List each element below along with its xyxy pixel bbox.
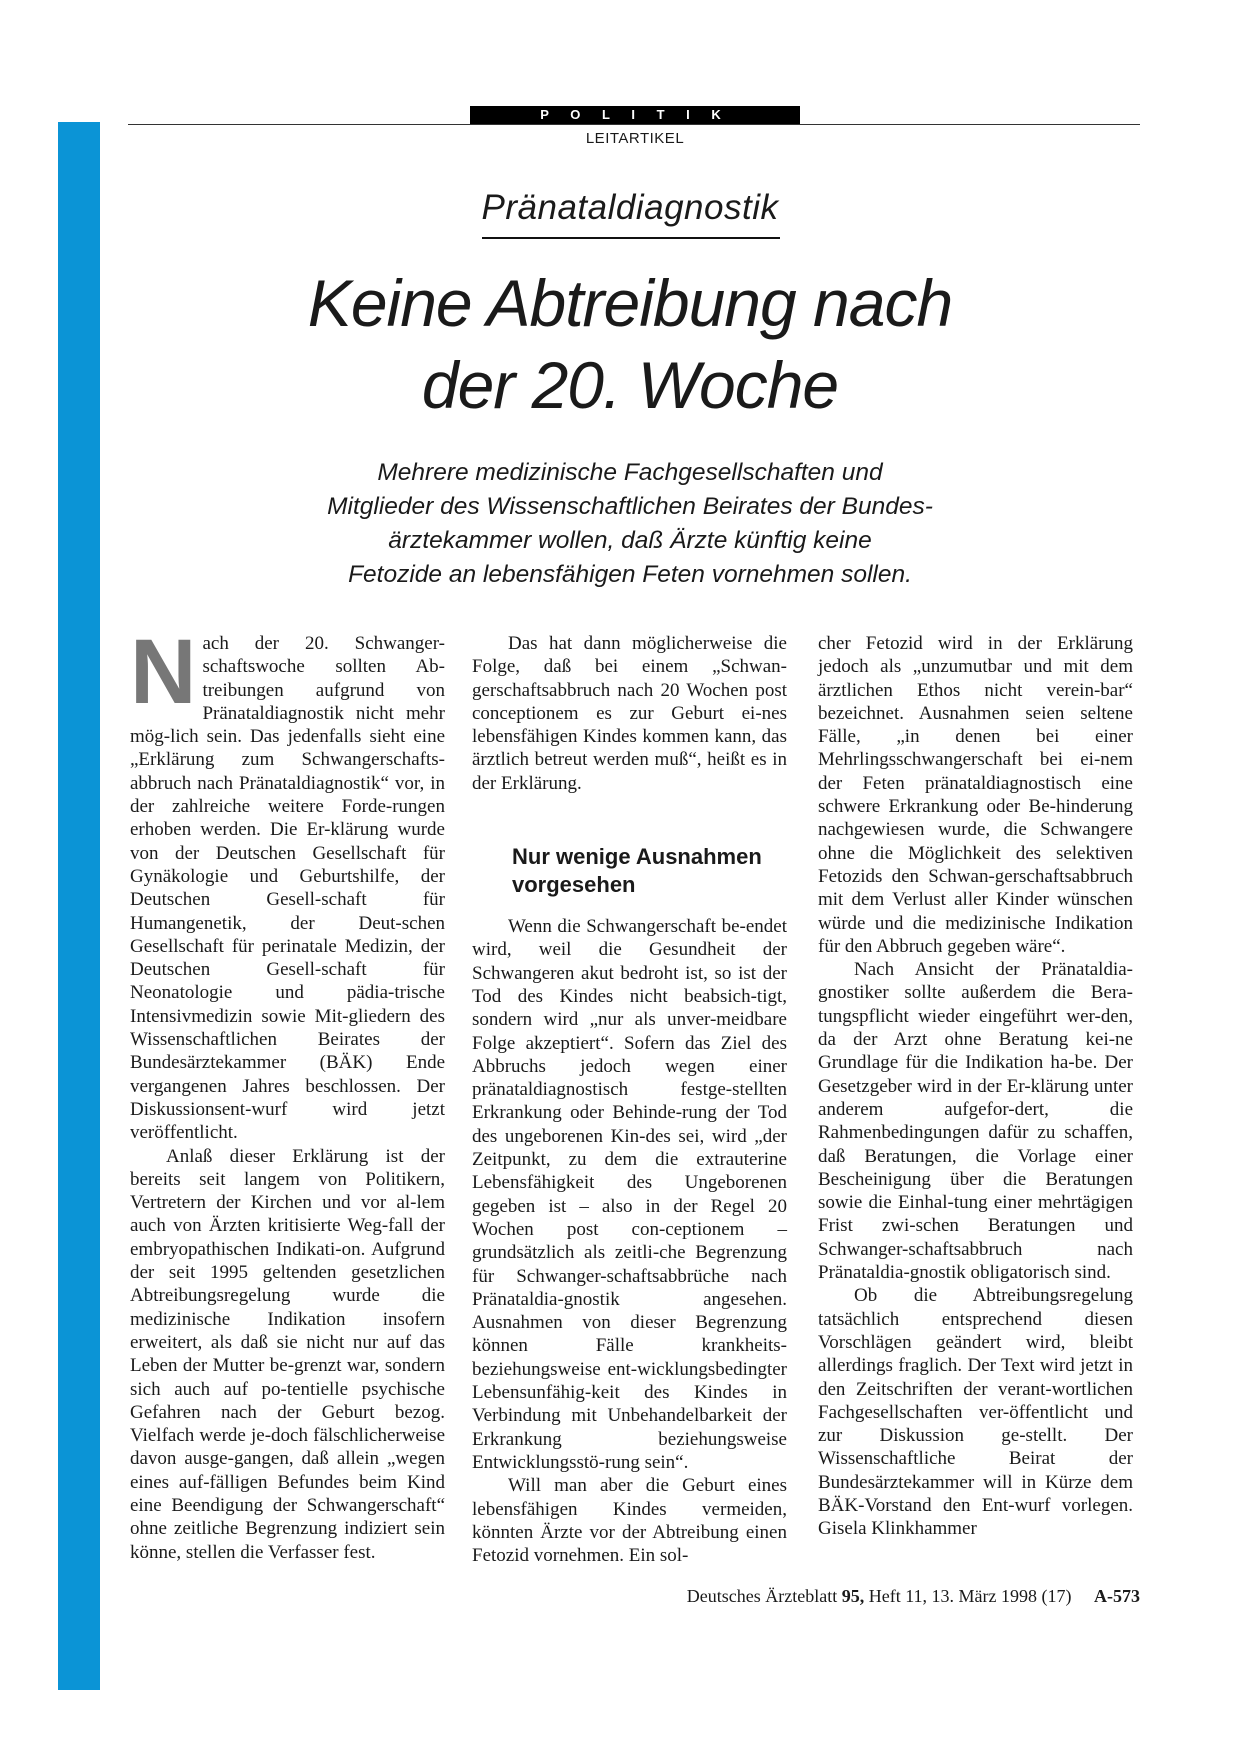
body-paragraph: Das hat dann möglicherweise die Folge, daß bei einem „Schwan-gerschaftsabbruch nach 20 Wochen post conceptionem es zur Geburt ei-nes lebensfähigen Kindes kommen kann, das ärztlich betreut werden muß“, heißt es in der Erklärung. — [472, 633, 787, 794]
body-paragraph: Ob die Abtreibungsregelung tatsächlich entsprechend diesen Vorschlägen geändert wird, bleibt allerdings fraglich. Der Text wird jetzt in den Zeitschriften der verant-wortlichen Fachgesellschaften ver-öffentlicht und zur Diskussion ge-stellt. Der Wissenschaftliche Beirat der Bundesärztekammer will in Kürze dem BÄK-Vorstand den Ent-wurf vorlegen. Gisela Klinkhammer — [818, 1285, 1133, 1540]
page-number: A-573 — [1094, 1586, 1140, 1606]
lead-line-3: ärztekammer wollen, daß Ärzte künftig keine — [388, 527, 872, 554]
body-paragraph: cher Fetozid wird in der Erklärung jedoch als „unzumutbar und mit dem ärztlichen Ethos nicht verein-bar“ bezeichnet. Ausnahmen seien seltene Fälle, „in denen bei einer Mehrlingsschwangerschaft bei ei-nem der Feten pränataldiagnostisch eine schwere Erkrankung oder Be-hinderung nachgewiesen wurde, die Schwangere ohne die Möglichkeit des selektiven Fetozids den Schwan-gerschaftsabbruch mit dem Verlust aller Kinder wünschen würde und die medizinische Indikation für den Abbruch gegeben wäre“. — [818, 633, 1133, 957]
journal-name: Deutsches Ärzteblatt — [686, 1586, 838, 1606]
side-color-bar — [58, 122, 100, 1690]
paragraph-text: ach der 20. Schwanger-schaftswoche sollten Ab-treibungen aufgrund von Pränataldiagnostik nicht mehr mög-lich sein. Das jedenfalls sieht eine „Erklärung zum Schwangerschafts-abbruch nach Pränataldiagnostik“ vor, in der zahlreiche weitere Forde-rungen erhoben werden. Die Er-klärung wurde von der Deutschen Gesellschaft für Gynäkologie und Geburtshilfe, der Deutschen Gesell-schaft für Humangenetik, der Deut-schen Gesellschaft für perinatale Medizin, der Deutschen Gesell-schaft für Neonatologie und pädia-trische Intensivmedizin sowie Mit-gliedern des Wissenschaftlichen Beirates der Bundesärztekammer (BÄK) Ende vergangenen Jahres beschlossen. Der Diskussionsent-wurf wird jetzt veröffentlicht. — [130, 633, 445, 1144]
body-paragraph: Wenn die Schwangerschaft be-endet wird, weil die Gesundheit der Schwangeren akut bedroht ist, so ist der Tod des Kindes nicht beabsich-tigt, sondern wird „nur als unver-meidbare Folge akzeptiert“. Sofern das Ziel des Abbruchs jedoch wegen einer pränataldiagnostisch festge-stellten Erkrankung oder Behinde-rung der Tod des ungeborenen Kin-des sei, wird „der Zeitpunkt, zu dem die extrauterine Lebensfähigkeit des Ungeborenen gegeben ist – also in der Regel 20 Wochen post con-ceptionem – grundsätzlich als zeitli-che Begrenzung für Schwanger-schaftsabbrüche nach Pränataldia-gnostik angesehen. Ausnahmen von dieser Begrenzung können Fälle krankheits- beziehungsweise ent-wicklungsbedingter Lebensunfähig-keit des Kindes in Verbindung mit Unbehandelbarkeit der Erkrankung beziehungsweise Entwicklungsstö-rung sein“. — [472, 916, 787, 1473]
lead-line-4: Fetozide an lebensfähigen Feten vornehmen sollen. — [348, 561, 912, 588]
lead-paragraph — [240, 456, 1020, 592]
body-paragraph: Nach Ansicht der Pränataldia-gnostiker sollte außerdem die Bera-tungspflicht wieder eingeführt wer-den, da der Arzt ohne Beratung kei-ne Grundlage für die Indikation ha-be. Der Gesetzgeber wird in der Er-klärung unter anderem aufgefor-dert, die Rahmenbedingungen dafür zu schaffen, daß Beratungen, die Vorlage einer Bescheinigung über die Beratungen sowie die Einhal-tung einer mehrtägigen Frist zwi-schen Beratungen und Schwanger-schaftsabbruch nach Pränataldia-gnostik obligatorisch sind. — [818, 959, 1133, 1284]
lead-line-2: Mitglieder des Wissenschaftlichen Beirates der Bundes- — [327, 493, 933, 520]
subheading: Nur wenige Ausnahmen vorgesehen — [512, 844, 762, 898]
headline — [220, 262, 1040, 426]
headline-line-2: der 20. Woche — [421, 348, 839, 422]
headline-line-1: Keine Abtreibung nach — [307, 266, 953, 340]
column-1 — [130, 621, 445, 1564]
section-label: P O L I T I K — [470, 106, 800, 124]
kicker: Pränataldiagnostik — [481, 188, 779, 227]
issue-info: Heft 11, 13. März 1998 (17) — [868, 1586, 1072, 1606]
drop-cap: N — [130, 621, 197, 723]
lead-line-1: Mehrere medizinische Fachgesellschaften und — [377, 459, 883, 486]
subsection-label: LEITARTIKEL — [585, 130, 685, 147]
column-2 — [472, 632, 787, 1567]
column-3 — [818, 632, 1133, 1541]
header-rule — [128, 124, 1140, 125]
body-paragraph: Anlaß dieser Erklärung ist der bereits seit langem von Politikern, Vertretern der Kirchen und vor al-lem auch von Ärzten kritisierte Weg-fall der embryopathischen Indikati-on. Aufgrund der seit 1995 geltenden gesetzlichen Abtreibungsregelung wurde die medizinische Indikation insofern erweitert, als daß sie nicht nur auf das Leben der Mutter be-grenzt war, sondern sich auch auf po-tentielle psychische Gefahren nach der Geburt bezog. Vielfach werde je-doch fälschlicherweise davon ausge-gangen, daß allein „wegen eines auf-fälligen Befundes beim Kind eine Beendigung der Schwangerschaft“ ohne zeitliche Begrenzung indiziert sein könne, stellen die Verfasser fest. — [130, 1145, 445, 1563]
journal-volume: 95, — [841, 1586, 865, 1606]
kicker-underline — [482, 237, 780, 239]
body-paragraph: Will man aber die Geburt eines lebensfähigen Kindes vermeiden, könnten Ärzte vor der Abtreibung einen Fetozid vornehmen. Ein sol- — [472, 1475, 787, 1567]
page-footer — [600, 1586, 1140, 1607]
body-paragraph — [130, 621, 445, 1145]
